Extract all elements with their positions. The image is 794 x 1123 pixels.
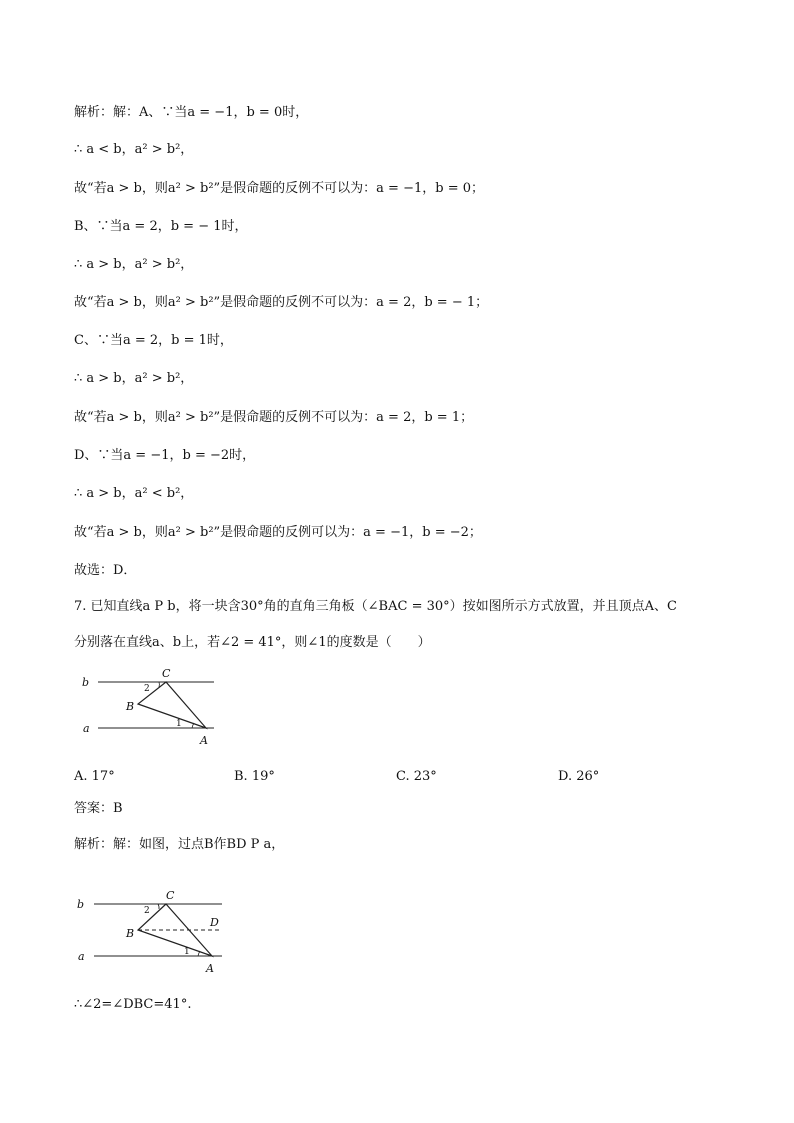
label-D: D xyxy=(210,916,219,929)
label-A: A xyxy=(200,734,208,747)
label-angle-2: 2 xyxy=(144,906,150,916)
line-2: ∴ a < b，a² > b²， xyxy=(74,142,194,157)
label-a: a xyxy=(83,722,90,735)
line-1: 解析：解：A、∵当a = −1，b = 0时， xyxy=(74,105,309,120)
line-10: D、∵当a = −1，b = −2时， xyxy=(74,448,256,463)
answer: 答案：B xyxy=(74,801,123,816)
line-6: 故“若a > b，则a² > b²”是假命题的反例不可以为：a = 2，b = − 1； xyxy=(74,295,489,310)
conclusion: ∴∠2=∠DBC=41°. xyxy=(74,997,192,1012)
label-A: A xyxy=(206,962,214,975)
line-12: 故“若a > b，则a² > b²”是假命题的反例可以为：a = −1，b = −2； xyxy=(74,525,482,540)
choice-b: B. 19° xyxy=(234,769,275,784)
question-7-line-1: 7. 已知直线a P b，将一块含30°角的直角三角板（∠BAC = 30°）按如图所示方式放置，并且顶点A、C xyxy=(74,599,677,614)
choice-d: D. 26° xyxy=(558,769,600,784)
label-C: C xyxy=(162,667,171,680)
line-5: ∴ a > b，a² > b²， xyxy=(74,257,194,272)
line-13: 故选：D． xyxy=(74,563,137,578)
label-angle-2: 2 xyxy=(144,684,150,694)
analysis: 解析：解：如图，过点B作BD P a， xyxy=(74,837,285,852)
label-b: b xyxy=(77,898,85,911)
question-7-line-2: 分别落在直线a、b上，若∠2 = 41°，则∠1的度数是（ ） xyxy=(74,635,431,650)
line-3: 故“若a > b，则a² > b²”是假命题的反例不可以为：a = −1，b = 0； xyxy=(74,181,484,196)
choice-a: A. 17° xyxy=(74,769,115,784)
line-9: 故“若a > b，则a² > b²”是假命题的反例不可以为：a = 2，b = 1； xyxy=(74,410,474,425)
line-8: ∴ a > b，a² > b²， xyxy=(74,371,194,386)
figure-2 xyxy=(72,884,232,976)
choice-c: C. 23° xyxy=(396,769,437,784)
label-b: b xyxy=(82,676,90,689)
label-B: B xyxy=(126,927,135,940)
figure-1 xyxy=(78,662,228,750)
label-a: a xyxy=(78,950,85,963)
line-11: ∴ a > b，a² < b²， xyxy=(74,486,194,501)
line-7: C、∵当a = 2，b = 1时， xyxy=(74,333,233,348)
line-4: B、∵当a = 2，b = − 1时， xyxy=(74,219,248,234)
label-B: B xyxy=(126,700,135,713)
label-angle-1: 1 xyxy=(184,947,190,957)
label-angle-1: 1 xyxy=(176,719,182,729)
angle-2-arc xyxy=(158,904,159,909)
label-C: C xyxy=(166,889,175,902)
